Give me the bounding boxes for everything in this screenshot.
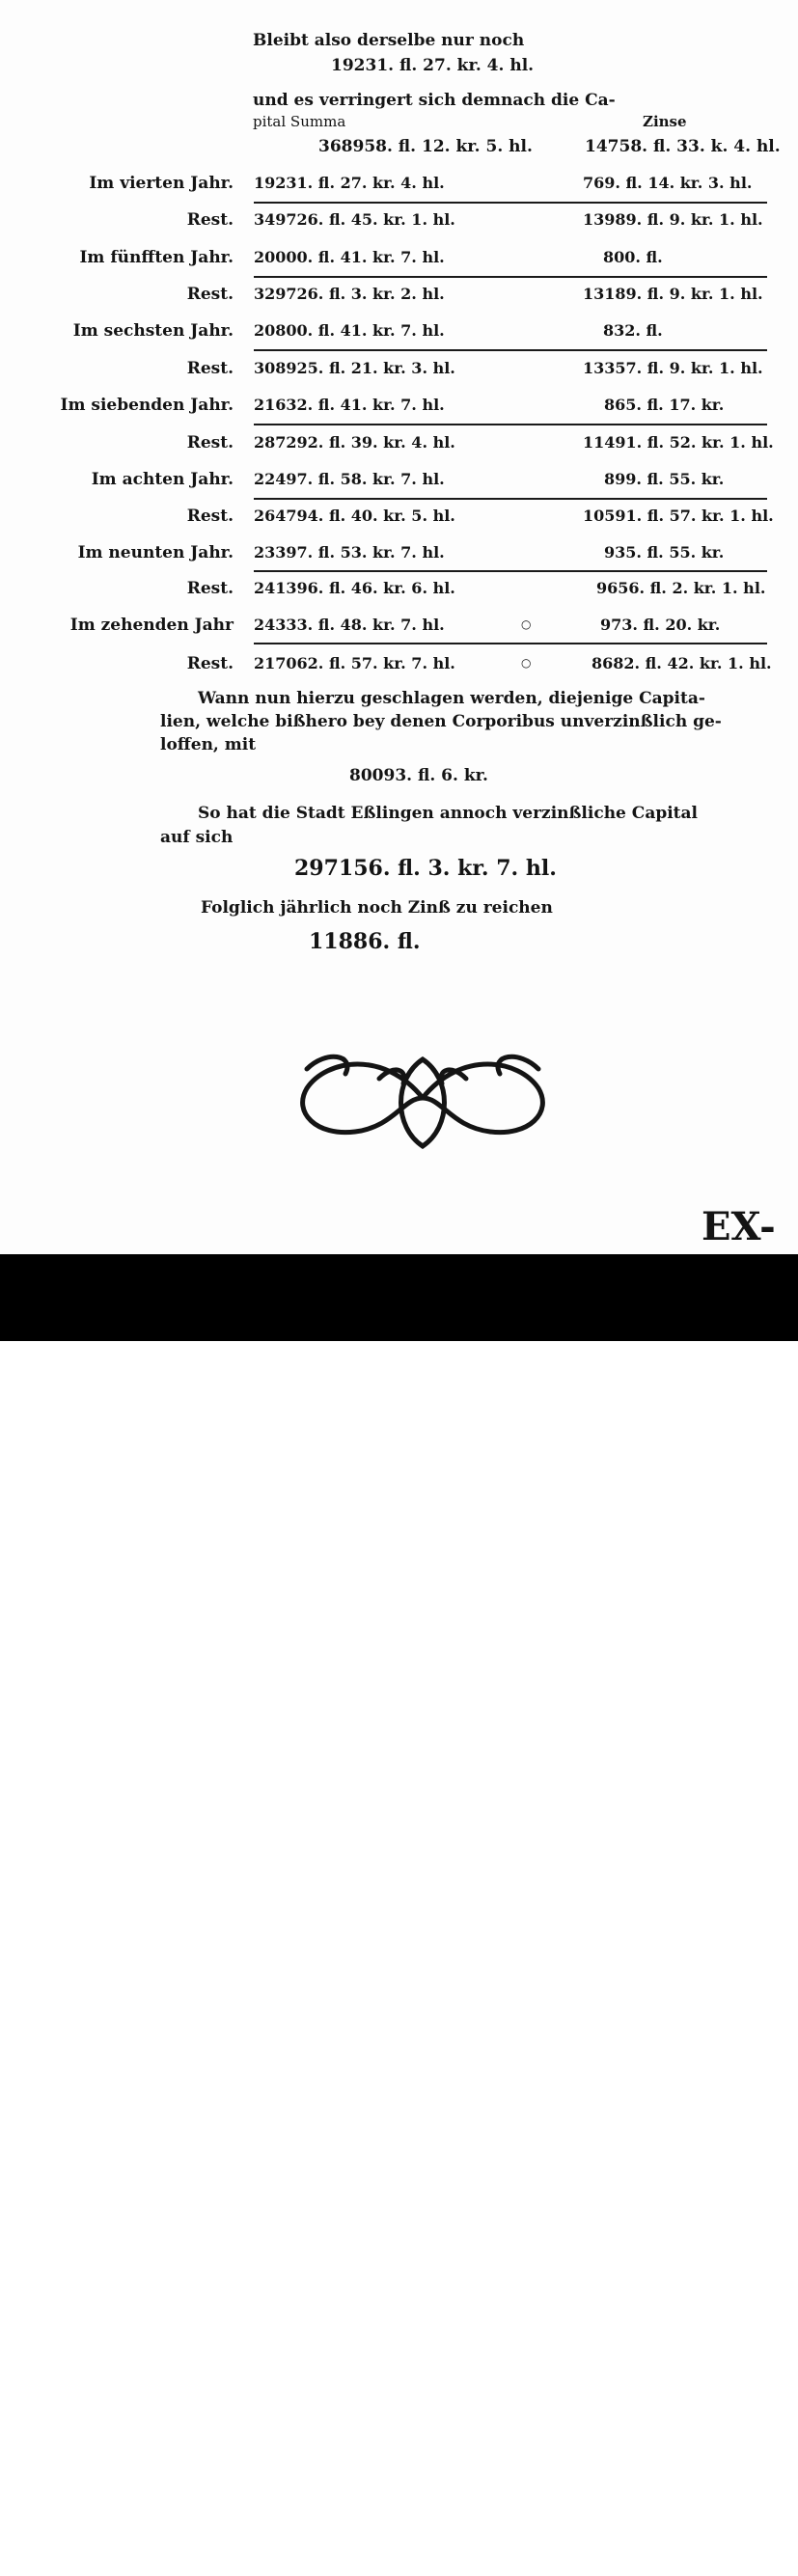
scroll-ornament-icon	[288, 1040, 558, 1156]
zinse-header: Zinse	[643, 113, 687, 130]
row-label: Rest.	[186, 433, 234, 452]
catchword: EX-	[702, 1204, 776, 1249]
row-interest: 800. fl.	[603, 248, 663, 266]
row-interest: 13989. fl. 9. kr. 1. hl.	[583, 210, 763, 229]
row-amount: 19231. fl. 27. kr. 4. hl.	[254, 174, 445, 192]
sum-rule	[254, 276, 767, 278]
row-label: Rest.	[186, 285, 234, 304]
row-interest: 10591. fl. 57. kr. 1. hl.	[583, 507, 774, 525]
row-interest: 865. fl. 17. kr.	[604, 396, 725, 414]
dot-mark: ○	[521, 656, 532, 670]
row-amount: 22497. fl. 58. kr. 7. hl.	[254, 470, 445, 488]
row-label: Im fünfften Jahr.	[79, 248, 234, 267]
row-amount: 329726. fl. 3. kr. 2. hl.	[254, 285, 445, 303]
brand-url[interactable]: www.alamy.com	[634, 2557, 752, 2575]
sum-rule	[254, 643, 767, 644]
row-amount: 308925. fl. 21. kr. 3. hl.	[254, 359, 455, 377]
para2-amount-2: 11886. fl.	[309, 929, 421, 954]
row-label: Im achten Jahr.	[91, 470, 234, 489]
para1-line-1: Wann nun hierzu geschlagen werden, diejenige Capita-	[198, 689, 705, 708]
row-label: Im siebenden Jahr.	[60, 396, 234, 415]
row-label: Rest.	[186, 507, 234, 526]
image-id: 2EFNG5E	[676, 2530, 752, 2548]
sum-rule	[254, 570, 767, 572]
row-interest: 769. fl. 14. kr. 3. hl.	[583, 174, 753, 192]
intro-line-4: pital Summa	[253, 113, 346, 130]
para2-line-1: So hat die Stadt Eßlingen annoch verzinßliche Capital	[198, 804, 699, 823]
watermark-footer	[0, 1254, 798, 2575]
row-amount: 217062. fl. 57. kr. 7. hl.	[254, 654, 455, 672]
para1-line-3: loffen, mit	[160, 735, 257, 754]
row-interest: 935. fl. 55. kr.	[604, 543, 725, 562]
row-interest: 973. fl. 20. kr.	[600, 616, 721, 634]
row-interest: 11491. fl. 52. kr. 1. hl.	[583, 433, 774, 452]
row-label: Rest.	[186, 359, 234, 378]
para2-amount: 297156. fl. 3. kr. 7. hl.	[294, 856, 557, 881]
capital-amount: 368958. fl. 12. kr. 5. hl.	[318, 137, 533, 156]
dot-mark: ○	[521, 617, 532, 631]
brand-logo: alamy	[48, 2526, 187, 2575]
row-interest: 8682. fl. 42. kr. 1. hl.	[592, 654, 772, 672]
sum-rule	[254, 424, 767, 425]
capital-interest: 14758. fl. 33. k. 4. hl.	[585, 137, 781, 156]
document-page	[0, 0, 798, 1254]
para1-amount: 80093. fl. 6. kr.	[349, 766, 488, 785]
row-interest: 832. fl.	[603, 321, 663, 340]
sum-rule	[254, 202, 767, 204]
row-amount: 21632. fl. 41. kr. 7. hl.	[254, 396, 445, 414]
row-label: Im sechsten Jahr.	[72, 321, 234, 341]
row-amount: 20800. fl. 41. kr. 7. hl.	[254, 321, 445, 340]
para2-line-3: Folglich jährlich noch Zinß zu reichen	[201, 898, 553, 918]
row-amount: 349726. fl. 45. kr. 1. hl.	[254, 210, 455, 229]
para2-line-2: auf sich	[160, 828, 234, 847]
row-interest: 13357. fl. 9. kr. 1. hl.	[583, 359, 763, 377]
intro-line-2: 19231. fl. 27. kr. 4. hl.	[331, 56, 535, 75]
row-amount: 287292. fl. 39. kr. 4. hl.	[254, 433, 455, 452]
row-label: Im vierten Jahr.	[89, 174, 234, 193]
row-label: Im zehenden Jahr	[69, 616, 234, 635]
row-amount: 23397. fl. 53. kr. 7. hl.	[254, 543, 445, 562]
row-interest: 899. fl. 55. kr.	[604, 470, 725, 488]
row-amount: 24333. fl. 48. kr. 7. hl.	[254, 616, 445, 634]
sum-rule	[254, 349, 767, 351]
row-amount: 241396. fl. 46. kr. 6. hl.	[254, 579, 455, 597]
row-interest: 9656. fl. 2. kr. 1. hl.	[596, 579, 766, 597]
sum-rule	[254, 498, 767, 500]
row-label: Im neunten Jahr.	[77, 543, 234, 562]
row-amount: 264794. fl. 40. kr. 5. hl.	[254, 507, 455, 525]
row-interest: 13189. fl. 9. kr. 1. hl.	[583, 285, 763, 303]
para1-line-2: lien, welche bißhero bey denen Corporibus unverzinßlich ge-	[160, 712, 722, 731]
row-amount: 20000. fl. 41. kr. 7. hl.	[254, 248, 445, 266]
row-label: Rest.	[186, 654, 234, 673]
intro-line-1: Bleibt also derselbe nur noch	[253, 31, 525, 50]
intro-line-3: und es verringert sich demnach die Ca-	[253, 91, 616, 110]
row-label: Rest.	[186, 210, 234, 230]
row-label: Rest.	[186, 579, 234, 598]
